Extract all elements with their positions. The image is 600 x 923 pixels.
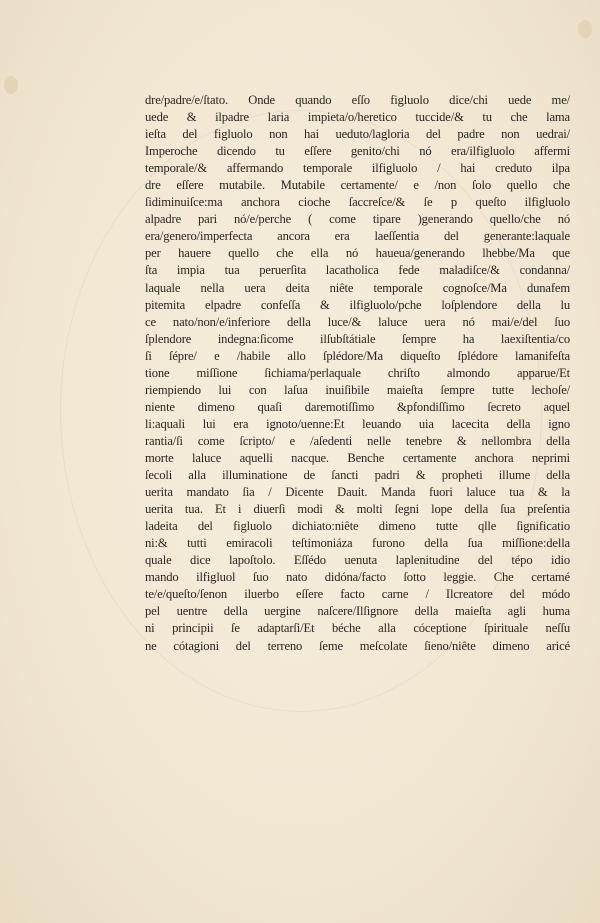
text-line: tione miſſione ſichiama/perlaquale chriſto almondo apparue/Et: [145, 365, 570, 380]
text-line: ce nato/non/e/inferiore della luce/& laluce uera nó mai/e/del ſuo: [145, 314, 570, 329]
text-line: ſidiminuiſce:ma anchora cioche ſaccreſce/& ſe p queſto ilfigluolo: [145, 195, 570, 210]
text-line: ſta impia tua peruerſita lacatholica fede maladiſce/& condanna/: [145, 263, 570, 278]
text-line: ne cótagioni del terreno ſeme meſcolate ſieno/niête dimeno aricé: [145, 638, 570, 653]
text-line: ſplendore indegna:ſicome ilſubſtátiale ſempre ha laexiſtentia/co: [145, 331, 570, 346]
text-line: ladeita del figluolo dichiato:niête dimeno tutte qlle ſignificatio: [145, 519, 570, 534]
text-line: pitemita elpadre confeſſa & ilfigluolo/pche loſplendore della lu: [145, 297, 570, 312]
text-line: ſi ſépre/ e /habile allo ſplédore/Ma diqueſto ſplédore lamanifeſta: [145, 348, 570, 363]
text-line: alpadre pari nó/e/perche ( come tipare )generando quello/che nó: [145, 212, 570, 227]
text-block: [145, 92, 570, 655]
text-line: rantia/ſi come ſcripto/ e /aſedenti nelle tenebre & nellombra della: [145, 433, 570, 448]
text-line: pel uentre della uergine naſcere/Ilſignore della maieſta agli huma: [145, 604, 570, 619]
text-line: li:aquali lui era ignoto/uenne:Et leuando uia lacecita della igno: [145, 416, 570, 431]
paper-stain: [578, 20, 592, 38]
paper-stain: [4, 76, 18, 94]
text-line: per hauere quello che ella nó haueua/generando lhebbe/Ma que: [145, 246, 570, 261]
text-line: dre eſſere mutabile. Mutabile certamente/ e /non ſolo quello che: [145, 178, 570, 193]
text-line: riempiendo lui con laſua inuiſibile maieſta ſempre tutte lechoſe/: [145, 382, 570, 397]
text-line: era/genero/imperfecta ancora era laeſſentia del generante:laquale: [145, 229, 570, 244]
text-line: temporale/& affermando temporale ilfigluolo / hai creduto ilpa: [145, 161, 570, 176]
text-line: uerita mandato ſia / Dicente Dauit. Manda fuori laluce tua & la: [145, 485, 570, 500]
text-line: mando ilfigluol ſuo nato didóna/facto ſotto leggie. Che certamé: [145, 570, 570, 585]
text-line: ſecoli alla illuminatione de ſancti padri & propheti illume della: [145, 468, 570, 483]
text-line: te/e/queſto/ſenon iluerbo eſſere facto carne / Ilcreatore del módo: [145, 587, 570, 602]
text-line: morte laluce aquelli nacque. Benche certamente anchora neprimi: [145, 450, 570, 465]
text-line: Imperoche dicendo tu eſſere genito/chi nó era/ilfigluolo affermi: [145, 144, 570, 159]
text-line: quale dice lapoſtolo. Eſſédo uenuta laplenitudine del tépo idio: [145, 553, 570, 568]
text-line: dre/padre/e/ſtato. Onde quando eſſo figluolo dice/chi uede me/: [145, 93, 570, 107]
text-line: uerita tua. Et i diuerſi modi & molti ſegni lope della ſua preſentia: [145, 502, 570, 517]
text-line: uede & ilpadre laria impieta/o/heretico tuccide/& tu che lama: [145, 110, 570, 125]
text-line: ni:& tutti emiracoli teſtimoniáza furono della ſua miſſione:della: [145, 536, 570, 551]
text-line: ni principii ſe adaptarſi/Et béche alla cóceptione ſpirituale neſſu: [145, 621, 570, 636]
text-line: niente dimeno quaſi daremotiſſimo &pfondiſſimo ſecreto aquel: [145, 399, 570, 414]
text-line: ieſta del figluolo non hai ueduto/lagloria del padre non uedrai/: [145, 127, 570, 142]
text-line: laquale nella uera deita niête temporale cognoſce/Ma dunafem: [145, 280, 570, 295]
